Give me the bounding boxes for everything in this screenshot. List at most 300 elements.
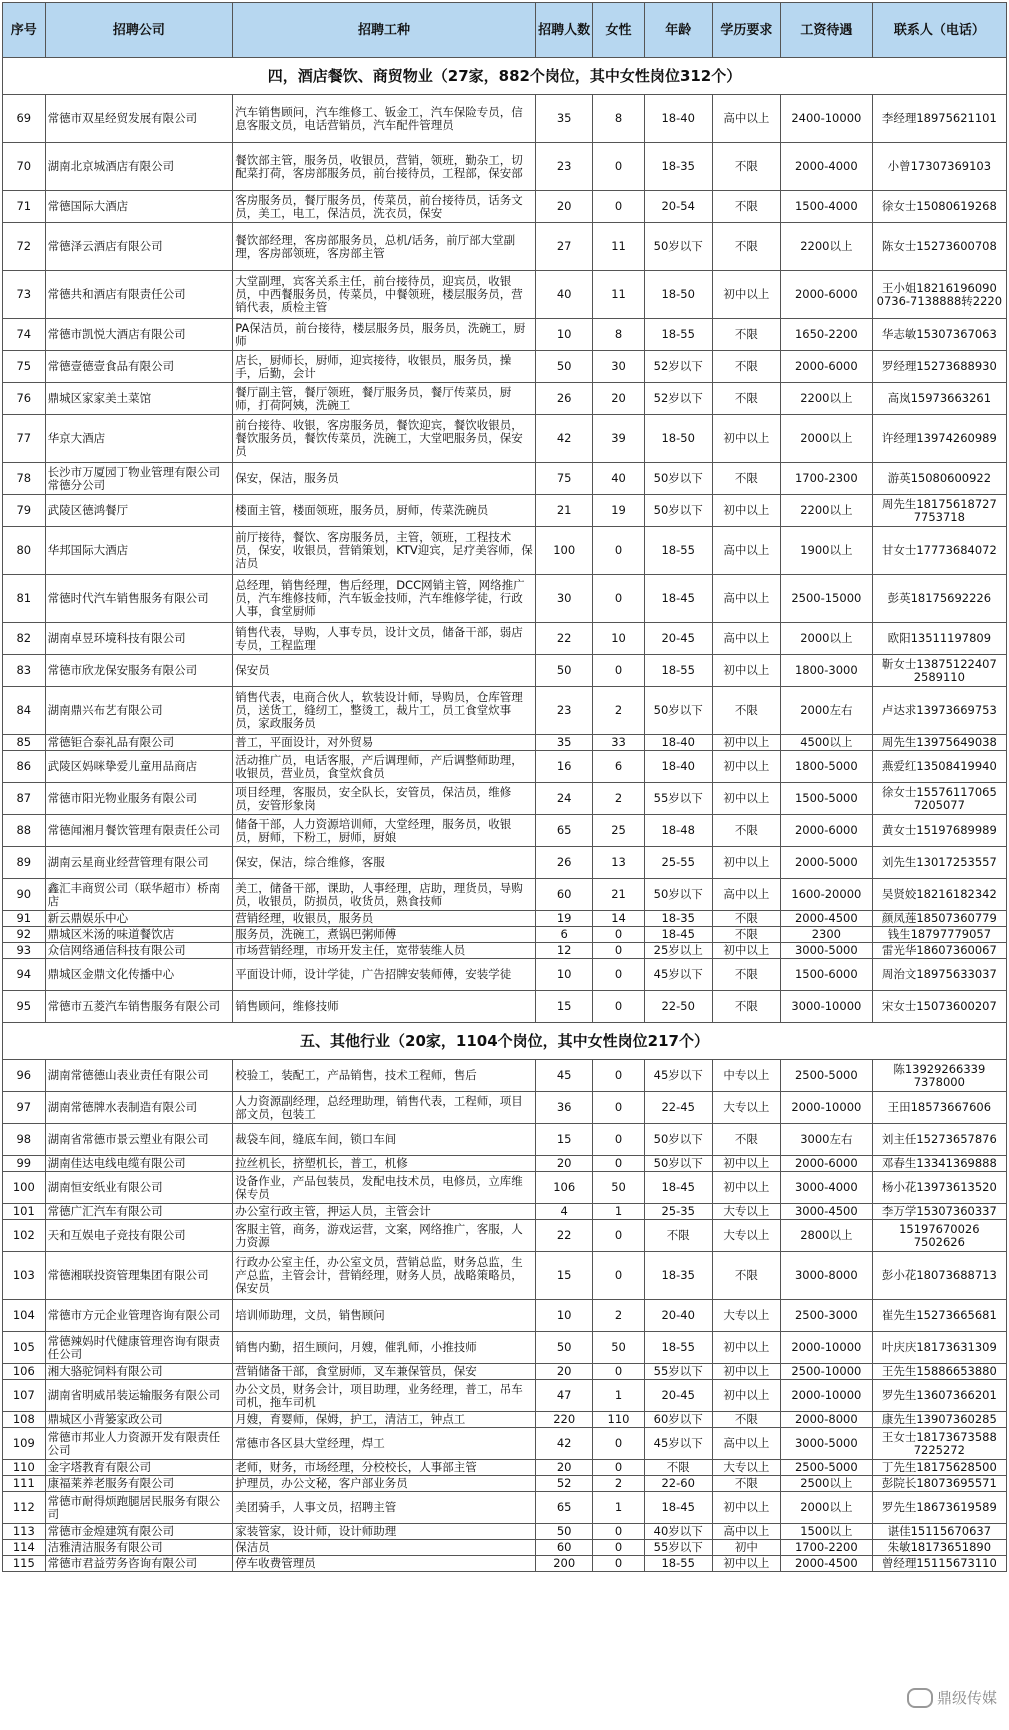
company-name: 湖南常德牌水表制造有限公司 xyxy=(45,1092,233,1124)
hire-count: 106 xyxy=(535,1172,593,1204)
hire-count: 42 xyxy=(535,1428,593,1460)
salary-range: 4500以上 xyxy=(781,735,873,751)
contact-info: 华志敏15307367063 xyxy=(872,319,1006,351)
female-count: 2 xyxy=(593,1476,644,1492)
female-count: 6 xyxy=(593,751,644,783)
age-range: 45岁以下 xyxy=(644,1428,712,1460)
company-name: 常德壹德壹食品有限公司 xyxy=(45,351,233,383)
education-requirement: 初中以上 xyxy=(712,415,780,463)
age-range: 55岁以下 xyxy=(644,1540,712,1556)
salary-range: 2000-6000 xyxy=(781,351,873,383)
job-types: 客房服务员，餐厅服务员，传菜员，前台接待员，话务文员，美工，电工，保洁员，洗衣员，保安 xyxy=(233,191,536,223)
contact-info: 周先生13975649038 xyxy=(872,735,1006,751)
female-count: 0 xyxy=(593,1156,644,1172)
table-row xyxy=(3,1060,1007,1092)
age-range: 18-55 xyxy=(644,319,712,351)
education-requirement: 不限 xyxy=(712,191,780,223)
female-count: 0 xyxy=(593,527,644,575)
table-row xyxy=(3,655,1007,687)
company-name: 湖南省明威吊装运输服务有限公司 xyxy=(45,1380,233,1412)
age-range: 18-40 xyxy=(644,735,712,751)
section-title: 四，酒店餐饮、商贸物业（27家，882个岗位，其中女性岗位312个） xyxy=(3,58,1007,95)
salary-range: 2500-15000 xyxy=(781,575,873,623)
row-number: 112 xyxy=(3,1492,46,1524)
company-name: 华京大酒店 xyxy=(45,415,233,463)
hire-count: 20 xyxy=(535,1156,593,1172)
row-number: 98 xyxy=(3,1124,46,1156)
company-name: 常德钜合泰礼品有限公司 xyxy=(45,735,233,751)
company-name: 康福莱养老服务有限公司 xyxy=(45,1476,233,1492)
row-number: 97 xyxy=(3,1092,46,1124)
header-cell: 工资待遇 xyxy=(781,3,873,58)
salary-range: 2800以上 xyxy=(781,1220,873,1252)
table-row xyxy=(3,1204,1007,1220)
table-row xyxy=(3,927,1007,943)
row-number: 95 xyxy=(3,991,46,1023)
female-count: 50 xyxy=(593,1332,644,1364)
hire-count: 26 xyxy=(535,383,593,415)
female-count: 0 xyxy=(593,1364,644,1380)
age-range: 45岁以下 xyxy=(644,959,712,991)
education-requirement: 不限 xyxy=(712,687,780,735)
hire-count: 21 xyxy=(535,495,593,527)
row-number: 69 xyxy=(3,95,46,143)
table-row xyxy=(3,1476,1007,1492)
row-number: 107 xyxy=(3,1380,46,1412)
row-number: 76 xyxy=(3,383,46,415)
row-number: 88 xyxy=(3,815,46,847)
table-row xyxy=(3,1492,1007,1524)
age-range: 18-55 xyxy=(644,1332,712,1364)
contact-info: 彭院长18073695571 xyxy=(872,1476,1006,1492)
salary-range: 2500以上 xyxy=(781,1476,873,1492)
hire-count: 26 xyxy=(535,847,593,879)
age-range: 52岁以下 xyxy=(644,351,712,383)
table-row xyxy=(3,271,1007,319)
age-range: 18-35 xyxy=(644,911,712,927)
hire-count: 20 xyxy=(535,191,593,223)
company-name: 湖南恒安纸业有限公司 xyxy=(45,1172,233,1204)
education-requirement: 不限 xyxy=(712,911,780,927)
education-requirement: 高中以上 xyxy=(712,575,780,623)
job-types: 护理员，办公文秘，客户部业务员 xyxy=(233,1476,536,1492)
salary-range: 1900以上 xyxy=(781,527,873,575)
company-name: 常德市阳光物业服务有限公司 xyxy=(45,783,233,815)
contact-info: 李万学15307360337 xyxy=(872,1204,1006,1220)
age-range: 20-54 xyxy=(644,191,712,223)
header-cell: 招聘公司 xyxy=(45,3,233,58)
salary-range: 2000-4000 xyxy=(781,143,873,191)
row-number: 103 xyxy=(3,1252,46,1300)
salary-range: 2000-5000 xyxy=(781,847,873,879)
table-row xyxy=(3,847,1007,879)
education-requirement: 不限 xyxy=(712,1124,780,1156)
female-count: 0 xyxy=(593,943,644,959)
hire-count: 23 xyxy=(535,143,593,191)
company-name: 武陵区妈咪挚爱儿童用品商店 xyxy=(45,751,233,783)
job-types: 销售内勤，招生顾问，月嫂，催乳师，小推技师 xyxy=(233,1332,536,1364)
contact-info: 许经理13974260989 xyxy=(872,415,1006,463)
company-name: 武陵区德鸿餐厅 xyxy=(45,495,233,527)
section-header-row xyxy=(3,1023,1007,1060)
age-range: 20-40 xyxy=(644,1300,712,1332)
education-requirement: 不限 xyxy=(712,143,780,191)
age-range: 18-45 xyxy=(644,1492,712,1524)
table-row xyxy=(3,95,1007,143)
salary-range: 1500-4000 xyxy=(781,191,873,223)
female-count: 0 xyxy=(593,1428,644,1460)
hire-count: 35 xyxy=(535,95,593,143)
row-number: 72 xyxy=(3,223,46,271)
age-range: 18-45 xyxy=(644,927,712,943)
female-count: 0 xyxy=(593,1220,644,1252)
company-name: 常德湘联投资管理集团有限公司 xyxy=(45,1252,233,1300)
header-cell: 序号 xyxy=(3,3,46,58)
company-name: 洁雅清洁服务有限公司 xyxy=(45,1540,233,1556)
hire-count: 60 xyxy=(535,1540,593,1556)
row-number: 109 xyxy=(3,1428,46,1460)
section-title: 五、其他行业（20家，1104个岗位，其中女性岗位217个） xyxy=(3,1023,1007,1060)
hire-count: 40 xyxy=(535,271,593,319)
job-types: 设备作业，产品包装员，发配电技术员，电修员，立库维保专员 xyxy=(233,1172,536,1204)
row-number: 113 xyxy=(3,1524,46,1540)
job-types: 保安员 xyxy=(233,655,536,687)
hire-count: 15 xyxy=(535,1252,593,1300)
age-range: 22-60 xyxy=(644,1476,712,1492)
hire-count: 52 xyxy=(535,1476,593,1492)
female-count: 1 xyxy=(593,1380,644,1412)
table-row xyxy=(3,1380,1007,1412)
female-count: 14 xyxy=(593,911,644,927)
table-row xyxy=(3,687,1007,735)
company-name: 常德广汇汽车有限公司 xyxy=(45,1204,233,1220)
hire-count: 65 xyxy=(535,1492,593,1524)
age-range: 25-35 xyxy=(644,1204,712,1220)
job-types: 培训师助理，文员，销售顾问 xyxy=(233,1300,536,1332)
education-requirement: 初中以上 xyxy=(712,1380,780,1412)
row-number: 83 xyxy=(3,655,46,687)
row-number: 75 xyxy=(3,351,46,383)
row-number: 100 xyxy=(3,1172,46,1204)
table-body xyxy=(3,58,1007,1572)
row-number: 99 xyxy=(3,1156,46,1172)
job-types: 餐厅副主管，餐厅领班，餐厅服务员，餐厅传菜员，厨师，打荷阿姨，洗碗工 xyxy=(233,383,536,415)
table-row xyxy=(3,623,1007,655)
salary-range: 2000-10000 xyxy=(781,1332,873,1364)
education-requirement: 高中以上 xyxy=(712,95,780,143)
education-requirement: 初中以上 xyxy=(712,1332,780,1364)
age-range: 18-55 xyxy=(644,527,712,575)
hire-count: 45 xyxy=(535,1060,593,1092)
table-row xyxy=(3,143,1007,191)
education-requirement: 大专以上 xyxy=(712,1220,780,1252)
company-name: 常德市欣龙保安服务有限公司 xyxy=(45,655,233,687)
company-name: 鼎城区金鼎文化传播中心 xyxy=(45,959,233,991)
female-count: 8 xyxy=(593,95,644,143)
salary-range: 2500-5000 xyxy=(781,1460,873,1476)
hire-count: 16 xyxy=(535,751,593,783)
row-number: 70 xyxy=(3,143,46,191)
table-row xyxy=(3,1428,1007,1460)
female-count: 11 xyxy=(593,223,644,271)
female-count: 2 xyxy=(593,687,644,735)
female-count: 50 xyxy=(593,1172,644,1204)
row-number: 87 xyxy=(3,783,46,815)
company-name: 湖南省常德市景云塑业有限公司 xyxy=(45,1124,233,1156)
salary-range: 2000-10000 xyxy=(781,1092,873,1124)
hire-count: 22 xyxy=(535,623,593,655)
education-requirement: 初中以上 xyxy=(712,751,780,783)
row-number: 105 xyxy=(3,1332,46,1364)
job-types: 校验工，装配工，产品销售，技术工程师，售后 xyxy=(233,1060,536,1092)
company-name: 天和互娱电子竞技有限公司 xyxy=(45,1220,233,1252)
education-requirement: 初中以上 xyxy=(712,1556,780,1572)
contact-info: 杨小花13973613520 xyxy=(872,1172,1006,1204)
education-requirement: 中专以上 xyxy=(712,1060,780,1092)
contact-info: 吴贤姣18216182342 xyxy=(872,879,1006,911)
female-count: 40 xyxy=(593,463,644,495)
education-requirement: 高中以上 xyxy=(712,1428,780,1460)
job-types: 市场营销经理，市场开发主任，宽带装维人员 xyxy=(233,943,536,959)
education-requirement: 初中以上 xyxy=(712,1156,780,1172)
job-types: 平面设计师，设计学徒，广告招牌安装师傅，安装学徒 xyxy=(233,959,536,991)
contact-info: 邓春生13341369888 xyxy=(872,1156,1006,1172)
salary-range: 1700-2200 xyxy=(781,1540,873,1556)
table-row xyxy=(3,991,1007,1023)
hire-count: 15 xyxy=(535,991,593,1023)
job-types: 保安，保洁，服务员 xyxy=(233,463,536,495)
table-row xyxy=(3,1364,1007,1380)
salary-range: 3000-4500 xyxy=(781,1204,873,1220)
hire-count: 50 xyxy=(535,1332,593,1364)
female-count: 13 xyxy=(593,847,644,879)
age-range: 52岁以下 xyxy=(644,383,712,415)
company-name: 常德市凯悦大酒店有限公司 xyxy=(45,319,233,351)
contact-info: 彭小花18073688713 xyxy=(872,1252,1006,1300)
education-requirement: 初中以上 xyxy=(712,1172,780,1204)
hire-count: 50 xyxy=(535,655,593,687)
female-count: 1 xyxy=(593,1204,644,1220)
education-requirement: 初中 xyxy=(712,1540,780,1556)
company-name: 常德市五菱汽车销售服务有限公司 xyxy=(45,991,233,1023)
contact-info: 罗先生18673619589 xyxy=(872,1492,1006,1524)
table-row xyxy=(3,911,1007,927)
age-range: 50岁以下 xyxy=(644,879,712,911)
female-count: 25 xyxy=(593,815,644,847)
female-count: 0 xyxy=(593,927,644,943)
female-count: 8 xyxy=(593,319,644,351)
salary-range: 2500-5000 xyxy=(781,1060,873,1092)
job-types: 客服主管，商务，游戏运营，文案，网络推广，客服，人力资源 xyxy=(233,1220,536,1252)
female-count: 110 xyxy=(593,1412,644,1428)
education-requirement: 不限 xyxy=(712,815,780,847)
age-range: 60岁以下 xyxy=(644,1412,712,1428)
contact-info: 刘主任15273657876 xyxy=(872,1124,1006,1156)
hire-count: 100 xyxy=(535,527,593,575)
company-name: 常德泽云酒店有限公司 xyxy=(45,223,233,271)
hire-count: 4 xyxy=(535,1204,593,1220)
job-types: 销售顾问，维修技师 xyxy=(233,991,536,1023)
row-number: 93 xyxy=(3,943,46,959)
job-types: 人力资源副经理，总经理助理，销售代表，工程师，项目部文员，包装工 xyxy=(233,1092,536,1124)
contact-info: 王小姐18216196090 0736-7138888转2220 xyxy=(872,271,1006,319)
hire-count: 10 xyxy=(535,1300,593,1332)
salary-range: 3000左右 xyxy=(781,1124,873,1156)
age-range: 18-35 xyxy=(644,143,712,191)
female-count: 2 xyxy=(593,1300,644,1332)
contact-info: 彭英18175692226 xyxy=(872,575,1006,623)
table-row xyxy=(3,351,1007,383)
job-types: 销售代表，导购，人事专员，设计文员，储备干部，弱店专员，工程监理 xyxy=(233,623,536,655)
hire-count: 65 xyxy=(535,815,593,847)
salary-range: 2000以上 xyxy=(781,415,873,463)
education-requirement: 初中以上 xyxy=(712,1492,780,1524)
female-count: 0 xyxy=(593,991,644,1023)
hire-count: 10 xyxy=(535,319,593,351)
row-number: 78 xyxy=(3,463,46,495)
salary-range: 2000-4500 xyxy=(781,911,873,927)
table-row xyxy=(3,495,1007,527)
age-range: 20-45 xyxy=(644,1380,712,1412)
hire-count: 47 xyxy=(535,1380,593,1412)
table-row xyxy=(3,1556,1007,1572)
salary-range: 1800-5000 xyxy=(781,751,873,783)
contact-info: 游英15080600922 xyxy=(872,463,1006,495)
table-row xyxy=(3,1460,1007,1476)
company-name: 鑫汇丰商贸公司（联华超市）桥南店 xyxy=(45,879,233,911)
table-row xyxy=(3,319,1007,351)
row-number: 80 xyxy=(3,527,46,575)
table-row xyxy=(3,1252,1007,1300)
contact-info: 曾经理15115673110 xyxy=(872,1556,1006,1572)
job-types: 项目经理，客服员，安全队长，安管员，保洁员，维修员，安管形象岗 xyxy=(233,783,536,815)
female-count: 21 xyxy=(593,879,644,911)
company-name: 鼎城区小背篓家政公司 xyxy=(45,1412,233,1428)
job-types: 营销经理，收银员，服务员 xyxy=(233,911,536,927)
contact-info: 罗经理15273688930 xyxy=(872,351,1006,383)
row-number: 91 xyxy=(3,911,46,927)
job-types: 活动推广员，电话客服，产后调理师，产后调整师助理，收银员，营业员，食堂炊食员 xyxy=(233,751,536,783)
contact-info: 甘女士17773684072 xyxy=(872,527,1006,575)
age-range: 55岁以下 xyxy=(644,783,712,815)
education-requirement: 不限 xyxy=(712,927,780,943)
job-types: 办公室行政主管，押运人员，主管会计 xyxy=(233,1204,536,1220)
hire-count: 22 xyxy=(535,1220,593,1252)
header-cell: 女性 xyxy=(593,3,644,58)
female-count: 0 xyxy=(593,959,644,991)
female-count: 0 xyxy=(593,1124,644,1156)
salary-range: 2000-6000 xyxy=(781,815,873,847)
education-requirement: 初中以上 xyxy=(712,735,780,751)
contact-info: 小曾17307369103 xyxy=(872,143,1006,191)
job-types: 餐饮部经理，客房部服务员，总机/话务，前厅部大堂副理，客房部领班，客房部主管 xyxy=(233,223,536,271)
hire-count: 42 xyxy=(535,415,593,463)
contact-info: 徐女士15080619268 xyxy=(872,191,1006,223)
table-row xyxy=(3,1092,1007,1124)
age-range: 50岁以下 xyxy=(644,687,712,735)
salary-range: 2000左右 xyxy=(781,687,873,735)
salary-range: 1500-6000 xyxy=(781,959,873,991)
hire-count: 23 xyxy=(535,687,593,735)
table-row xyxy=(3,1172,1007,1204)
row-number: 86 xyxy=(3,751,46,783)
age-range: 不限 xyxy=(644,1220,712,1252)
row-number: 73 xyxy=(3,271,46,319)
table-row xyxy=(3,943,1007,959)
hire-count: 220 xyxy=(535,1412,593,1428)
contact-info: 徐女士15576117065 7205077 xyxy=(872,783,1006,815)
table-row xyxy=(3,1524,1007,1540)
row-number: 96 xyxy=(3,1060,46,1092)
table-row xyxy=(3,879,1007,911)
contact-info: 叶庆庆18173631309 xyxy=(872,1332,1006,1364)
job-types: 楼面主管，楼面领班，服务员，厨师，传菜洗碗员 xyxy=(233,495,536,527)
row-number: 81 xyxy=(3,575,46,623)
contact-info: 刘先生13017253557 xyxy=(872,847,1006,879)
female-count: 2 xyxy=(593,783,644,815)
contact-info: 燕爱红13508419940 xyxy=(872,751,1006,783)
education-requirement: 初中以上 xyxy=(712,495,780,527)
table-row xyxy=(3,1300,1007,1332)
contact-info: 靳女士13875122407 2589110 xyxy=(872,655,1006,687)
female-count: 0 xyxy=(593,1524,644,1540)
contact-info: 罗先生13607366201 xyxy=(872,1380,1006,1412)
education-requirement: 大专以上 xyxy=(712,1204,780,1220)
age-range: 22-50 xyxy=(644,991,712,1023)
table-row xyxy=(3,575,1007,623)
education-requirement: 初中以上 xyxy=(712,271,780,319)
job-types: 常德市各区县大堂经理，焊工 xyxy=(233,1428,536,1460)
age-range: 45岁以下 xyxy=(644,1060,712,1092)
row-number: 92 xyxy=(3,927,46,943)
education-requirement: 初中以上 xyxy=(712,783,780,815)
education-requirement: 不限 xyxy=(712,1412,780,1428)
company-name: 常德市耐得烦跑腿居民服务有限公司 xyxy=(45,1492,233,1524)
age-range: 55岁以下 xyxy=(644,1364,712,1380)
row-number: 85 xyxy=(3,735,46,751)
female-count: 11 xyxy=(593,271,644,319)
job-types: 汽车销售顾问，汽车维修工、钣金工，汽车保险专员，信息客服文员，电话营销员，汽车配件管理员 xyxy=(233,95,536,143)
chat-bubble-icon xyxy=(907,1688,933,1708)
company-name: 常德市方元企业管理咨询有限公司 xyxy=(45,1300,233,1332)
company-name: 鼎城区家家美土菜馆 xyxy=(45,383,233,415)
job-types: 美团骑手，人事文员，招聘主管 xyxy=(233,1492,536,1524)
female-count: 0 xyxy=(593,1460,644,1476)
hire-count: 60 xyxy=(535,879,593,911)
salary-range: 2000-8000 xyxy=(781,1412,873,1428)
hire-count: 20 xyxy=(535,1460,593,1476)
job-types: 服务员，洗碗工，煮锅巴粥师傅 xyxy=(233,927,536,943)
header-cell: 招聘人数 xyxy=(535,3,593,58)
job-types: 营销储备干部，食堂厨师，叉车兼保管员，保安 xyxy=(233,1364,536,1380)
company-name: 常德国际大酒店 xyxy=(45,191,233,223)
watermark-text: 鼎级传媒 xyxy=(936,1688,997,1707)
contact-info: 周治文18975633037 xyxy=(872,959,1006,991)
female-count: 33 xyxy=(593,735,644,751)
age-range: 18-45 xyxy=(644,575,712,623)
header-cell: 学历要求 xyxy=(712,3,780,58)
job-types: 前厅接待，餐饮、客房服务员，主管，领班，工程技术员，保安，收银员，营销策划，KTV迎宾，足疗美容师，保洁员 xyxy=(233,527,536,575)
age-range: 18-50 xyxy=(644,271,712,319)
age-range: 40岁以下 xyxy=(644,1524,712,1540)
education-requirement: 高中以上 xyxy=(712,623,780,655)
education-requirement: 高中以上 xyxy=(712,879,780,911)
row-number: 115 xyxy=(3,1556,46,1572)
age-range: 50岁以下 xyxy=(644,495,712,527)
job-types: 月嫂，育婴师，保姆，护工，清洁工，钟点工 xyxy=(233,1412,536,1428)
company-name: 常德市邦业人力资源开发有限责任公司 xyxy=(45,1428,233,1460)
contact-info: 钱生18797779057 xyxy=(872,927,1006,943)
